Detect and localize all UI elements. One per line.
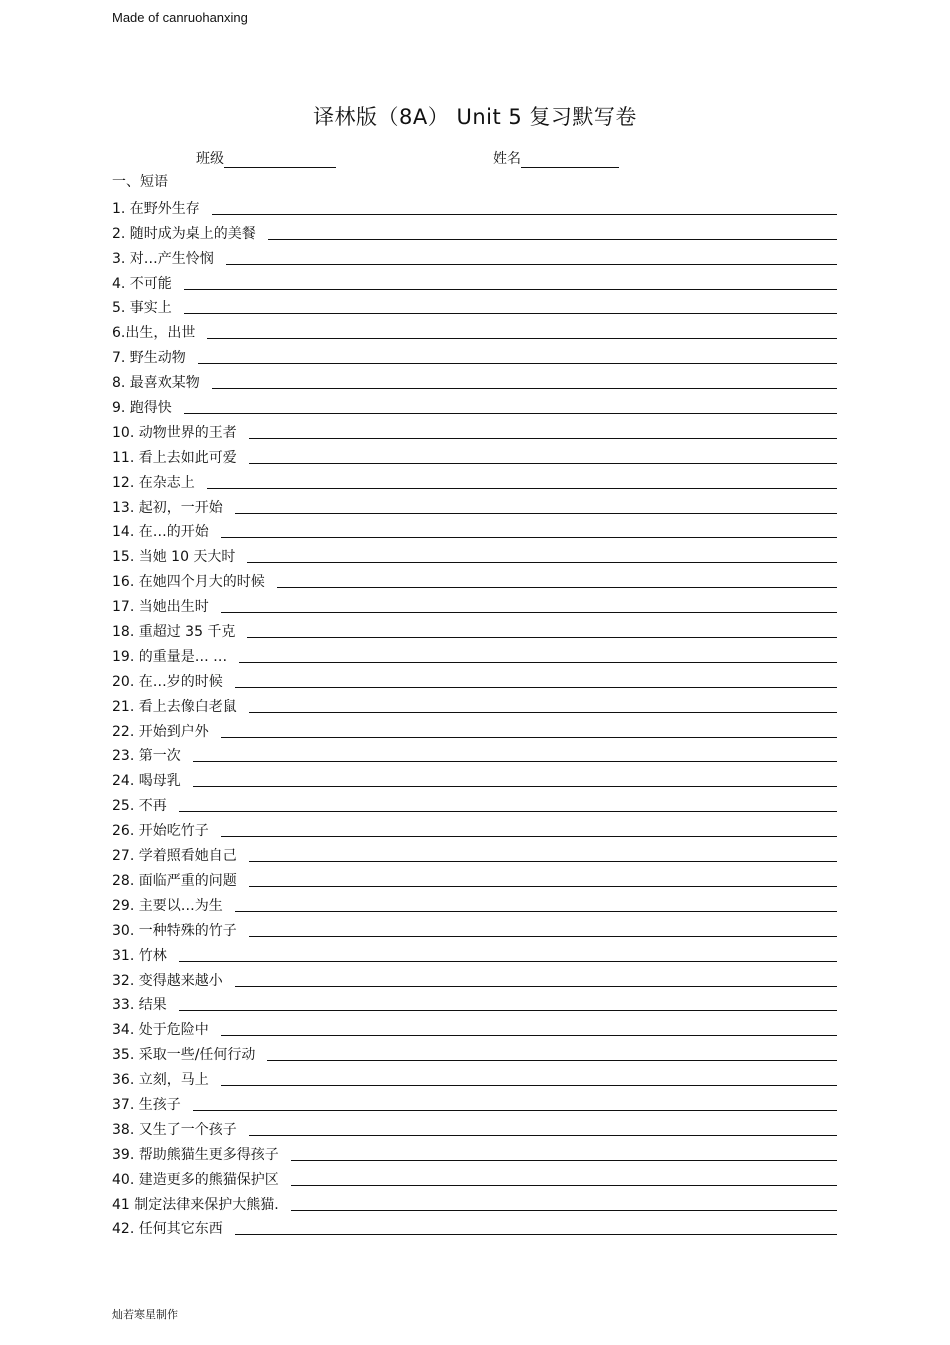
answer-blank[interactable] [235,910,837,912]
phrase-row [112,344,837,369]
phrase-row [112,1091,837,1116]
answer-blank[interactable] [198,362,837,364]
phrase-label: 2. 随时成为桌上的美餐 [112,225,256,242]
phrase-row [112,469,837,494]
phrase-row [112,568,837,593]
answer-blank[interactable] [277,586,837,588]
phrase-row [112,1041,837,1066]
phrase-row [112,245,837,270]
phrase-row [112,842,837,867]
page-header: Made of canruohanxing [112,10,248,25]
class-label: 班级 [196,151,224,167]
phrase-row [112,1116,837,1141]
phrase-label: 31. 竹林 [112,947,167,964]
phrase-label: 29. 主要以…为生 [112,897,223,914]
answer-blank[interactable] [212,387,837,389]
phrase-row [112,419,837,444]
phrase-label: 12. 在杂志上 [112,474,195,491]
phrase-row [112,817,837,842]
answer-blank[interactable] [193,1109,837,1111]
phrase-label: 37. 生孩子 [112,1096,181,1113]
phrase-row [112,1141,837,1166]
phrase-label: 25. 不再 [112,798,167,815]
phrase-label: 33. 结果 [112,997,167,1014]
answer-blank[interactable] [235,1233,837,1235]
phrase-row [112,668,837,693]
answer-blank[interactable] [247,561,837,563]
phrase-row [112,618,837,643]
phrase-row [112,892,837,917]
name-blank[interactable] [521,153,619,168]
answer-blank[interactable] [249,935,837,937]
answer-blank[interactable] [249,860,837,862]
phrase-row [112,1016,837,1041]
answer-blank[interactable] [221,835,837,837]
answer-blank[interactable] [291,1159,837,1161]
answer-blank[interactable] [212,213,837,215]
phrase-row [112,917,837,942]
phrase-row [112,519,837,544]
phrase-label: 17. 当她出生时 [112,599,209,616]
phrase-label: 27. 学着照看她自己 [112,848,237,865]
phrase-row [112,295,837,320]
phrase-label: 22. 开始到户外 [112,723,209,740]
phrase-label: 38. 又生了一个孩子 [112,1121,237,1138]
phrase-label: 40. 建造更多的熊猫保护区 [112,1171,279,1188]
answer-blank[interactable] [184,288,837,290]
phrase-label: 11. 看上去如此可爱 [112,449,237,466]
phrase-row [112,543,837,568]
answer-blank[interactable] [179,1009,837,1011]
phrase-label: 9. 跑得快 [112,400,172,417]
phrase-label: 6.出生，出世 [112,325,196,342]
phrase-row [112,1066,837,1091]
phrase-label: 16. 在她四个月大的时候 [112,574,265,591]
answer-blank[interactable] [221,736,837,738]
answer-blank[interactable] [179,960,837,962]
phrase-row [112,593,837,618]
answer-blank[interactable] [235,512,837,514]
phrase-row [112,992,837,1017]
phrase-row [112,394,837,419]
answer-blank[interactable] [247,636,837,638]
phrase-label: 14. 在…的开始 [112,524,209,541]
phrase-row [112,369,837,394]
phrase-row [112,220,837,245]
phrase-label: 21. 看上去像白老鼠 [112,698,237,715]
phrase-label: 30. 一种特殊的竹子 [112,922,237,939]
phrase-row [112,1216,837,1241]
phrase-row [112,195,837,220]
phrase-label: 24. 喝母乳 [112,773,181,790]
name-field [493,148,619,168]
answer-blank[interactable] [249,462,837,464]
phrase-row [112,1191,837,1216]
answer-blank[interactable] [221,536,837,538]
phrase-label: 13. 起初，一开始 [112,499,223,516]
answer-blank[interactable] [249,711,837,713]
answer-blank[interactable] [184,412,837,414]
phrase-label: 18. 重超过 35 千克 [112,624,236,641]
answer-blank[interactable] [207,337,837,339]
phrase-row [112,767,837,792]
answer-blank[interactable] [193,785,837,787]
phrase-label: 23. 第一次 [112,748,181,765]
phrase-row [112,643,837,668]
phrase-row [112,693,837,718]
phrase-row [112,494,837,519]
phrase-label: 7. 野生动物 [112,350,186,367]
phrase-label: 10. 动物世界的王者 [112,424,237,441]
answer-blank[interactable] [235,686,837,688]
answer-blank[interactable] [193,760,837,762]
phrase-list [112,195,837,1240]
name-label: 姓名 [493,151,521,167]
phrase-label: 28. 面临严重的问题 [112,872,237,889]
phrase-label: 19. 的重量是… … [112,648,228,665]
answer-blank[interactable] [291,1209,837,1211]
phrase-label: 8. 最喜欢某物 [112,375,200,392]
phrase-label: 35. 采取一些/任何行动 [112,1047,256,1064]
class-field [196,148,336,168]
phrase-row [112,1166,837,1191]
phrase-label: 4. 不可能 [112,275,172,292]
phrase-label: 32. 变得越来越小 [112,972,223,989]
answer-blank[interactable] [268,238,837,240]
phrase-row [112,867,837,892]
phrase-row [112,718,837,743]
page-footer: 灿若寒星制作 [112,1308,178,1321]
phrase-row [112,792,837,817]
phrase-row [112,270,837,295]
phrase-row [112,942,837,967]
phrase-label: 5. 事实上 [112,300,172,317]
answer-blank[interactable] [235,985,837,987]
class-blank[interactable] [224,153,336,168]
phrase-label: 15. 当她 10 天大时 [112,549,236,566]
answer-blank[interactable] [239,661,837,663]
answer-blank[interactable] [249,1134,837,1136]
phrase-label: 42. 任何其它东西 [112,1221,223,1238]
answer-blank[interactable] [249,437,837,439]
answer-blank[interactable] [221,1084,837,1086]
answer-blank[interactable] [226,263,837,265]
answer-blank[interactable] [221,1034,837,1036]
phrase-label: 36. 立刻，马上 [112,1072,209,1089]
answer-blank[interactable] [179,810,837,812]
answer-blank[interactable] [291,1184,837,1186]
phrase-row [112,967,837,992]
answer-blank[interactable] [184,312,837,314]
phrase-label: 41 制定法律来保护大熊猫. [112,1196,279,1213]
phrase-label: 34. 处于危险中 [112,1022,209,1039]
answer-blank[interactable] [207,487,837,489]
phrase-row [112,743,837,768]
phrase-label: 1. 在野外生存 [112,200,200,217]
page-title: 译林版（8A） Unit 5 复习默写卷 [313,105,637,129]
phrase-row [112,319,837,344]
phrase-label: 26. 开始吃竹子 [112,823,209,840]
answer-blank[interactable] [249,885,837,887]
phrase-label: 39. 帮助熊猫生更多得孩子 [112,1146,279,1163]
phrase-row [112,444,837,469]
phrase-label: 20. 在…岁的时候 [112,673,223,690]
section-heading: 一、短语 [112,174,168,190]
answer-blank[interactable] [267,1059,837,1061]
answer-blank[interactable] [221,611,837,613]
phrase-label: 3. 对…产生怜悯 [112,250,214,267]
